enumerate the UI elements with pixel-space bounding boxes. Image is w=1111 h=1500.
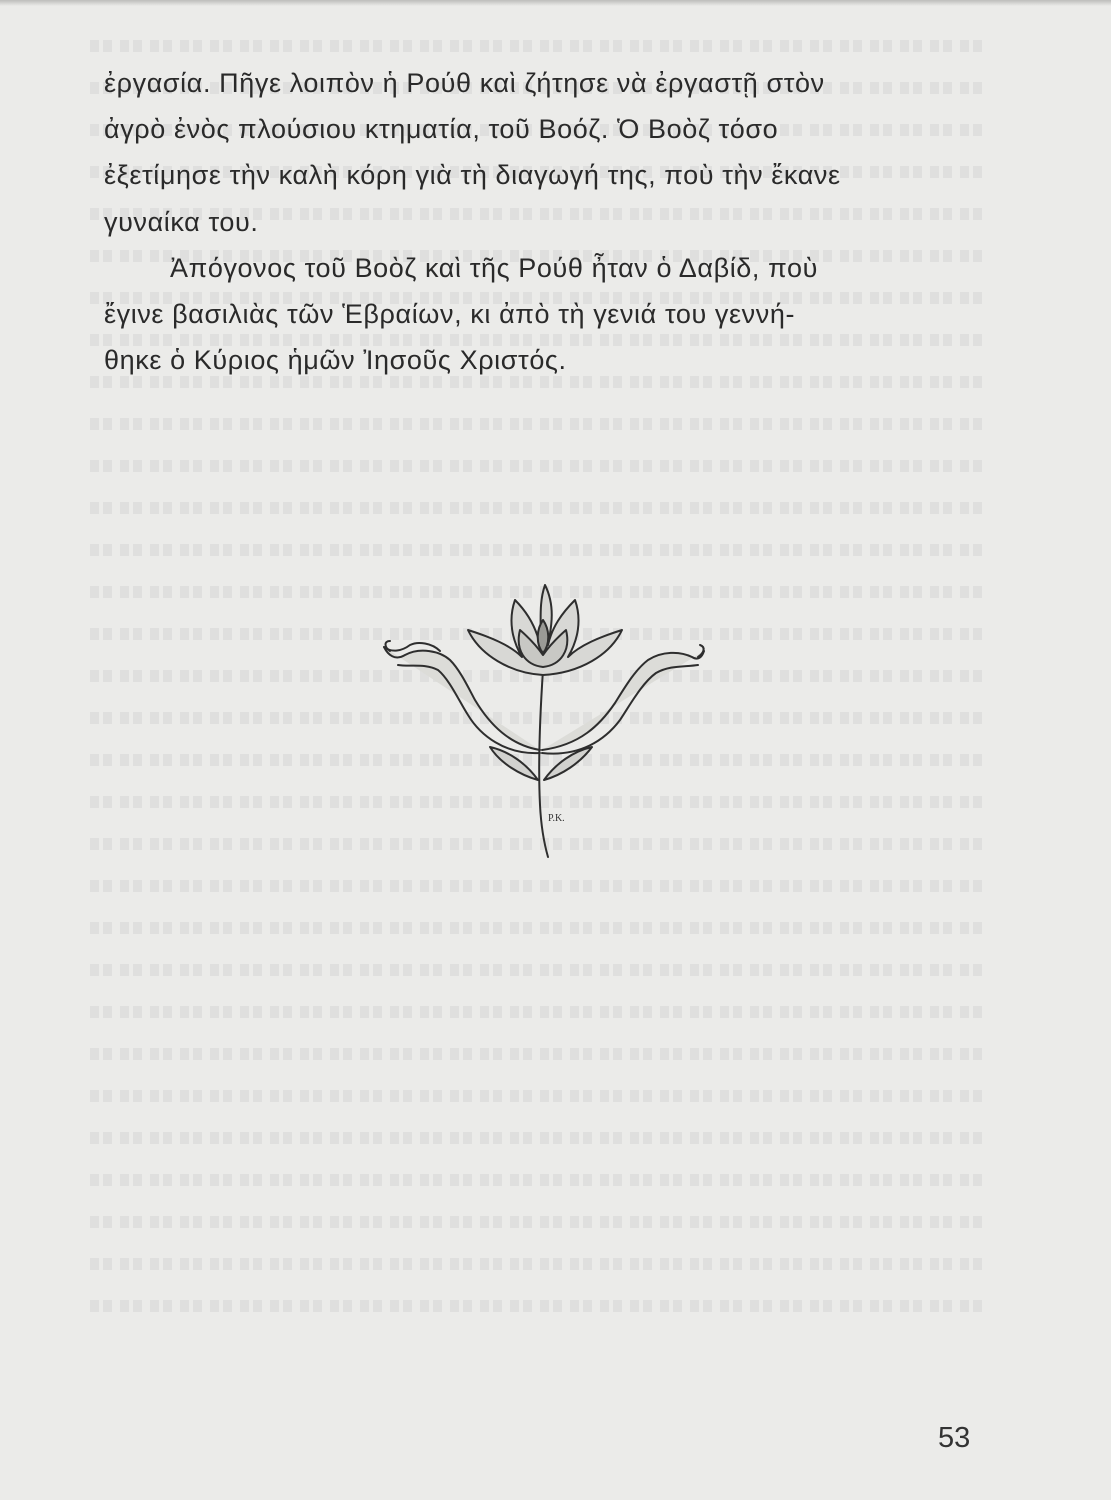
text-line: θηκε ὁ Κύριος ἡμῶν Ἰησοῦς Χριστός. [104,345,567,376]
body-text [104,60,974,383]
text-line: ἔγινε βασιλιὰς τῶν Ἑβραίων, κι ἀπὸ τὴ γενιά του γεννή- [104,299,796,330]
flower-icon [380,575,710,860]
text-line: ἀγρὸ ἐνὸς πλούσιου κτηματία, τοῦ Βοόζ. Ὁ Βοὸζ τόσο [104,114,779,145]
text-line: γυναίκα του. [104,206,259,237]
text-line: ἐξετίμησε τὴν καλὴ κόρη γιὰ τὴ διαγωγή της, ποὺ τὴν ἔκανε [104,160,841,191]
signature: P.K. [548,813,565,824]
page-edge [0,0,1111,6]
text-line: ἐργασία. Πῆγε λοιπὸν ἡ Ρούθ καὶ ζήτησε νὰ ἐργαστῇ στὸν [104,68,825,98]
text-line: Ἀπόγονος τοῦ Βοὸζ καὶ τῆς Ρούθ ἦταν ὁ Δαβίδ, ποὺ [170,252,818,283]
page-number: 53 [938,1422,971,1454]
